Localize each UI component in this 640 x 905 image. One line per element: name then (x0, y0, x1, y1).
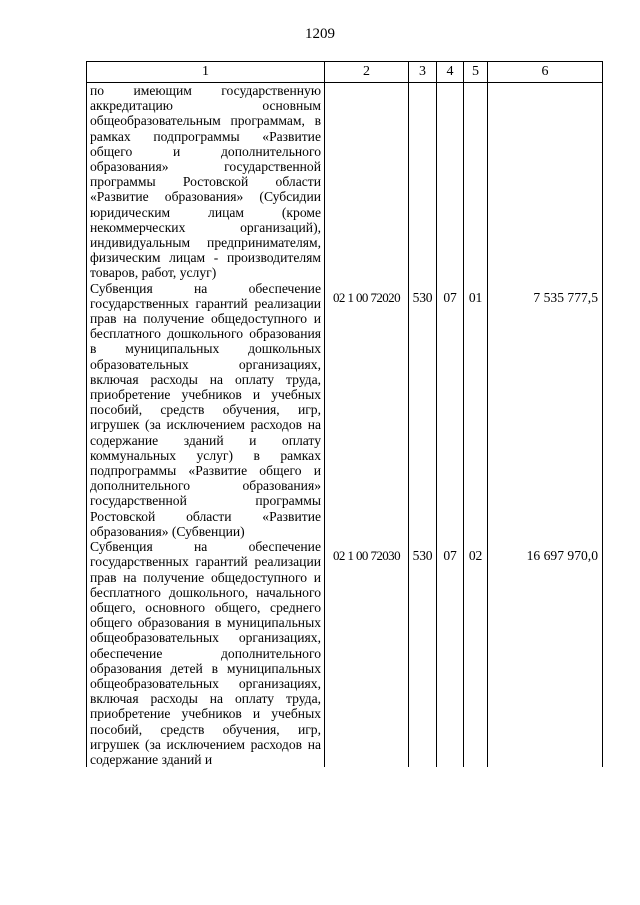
row-description: Субвенция на обеспечение государственных гарантий реализации прав на получение общедоступного и бесплатного дошкольного, начального общего, основного общего, среднего общего образования в муниципальных общеобразовательных организациях, обеспечение дополнительного образования детей в муниципальных общеобразовательных организациях, включая расходы на оплату труда, приобретение учебников и учебных пособий, средств обучения, игр, игрушек (за исключением расходов на содержание зданий и (87, 539, 325, 767)
row-expense-type: 530 (409, 281, 437, 539)
page-number: 1209 (305, 26, 335, 42)
row-section: 07 (437, 539, 464, 767)
table-row (87, 83, 603, 281)
row-section (437, 83, 464, 281)
row-target-code: 02 1 00 72020 (325, 281, 409, 539)
row-subsection: 02 (464, 539, 488, 767)
row-subsection (464, 83, 488, 281)
row-expense-type: 530 (409, 539, 437, 767)
table-row (87, 539, 603, 767)
budget-table (86, 61, 603, 767)
column-header-6: 6 (488, 62, 603, 83)
row-amount: 16 697 970,0 (488, 539, 603, 767)
row-description: по имеющим государственную аккредитацию основным общеобразовательным программам, в рамках подпрограммы «Развитие общего и дополнительного образования» государственной программы Ростовской области «Развитие образования» (Субсидии юридическим лицам (кроме некоммерческих организаций), индивидуальным предпринимателям, физическим лицам - производителям товаров, работ, услуг) (87, 83, 325, 281)
table-header-row (87, 62, 603, 83)
row-section: 07 (437, 281, 464, 539)
row-amount: 7 535 777,5 (488, 281, 603, 539)
row-subsection: 01 (464, 281, 488, 539)
row-expense-type (409, 83, 437, 281)
column-header-5: 5 (464, 62, 488, 83)
column-header-2: 2 (325, 62, 409, 83)
column-header-4: 4 (437, 62, 464, 83)
row-target-code: 02 1 00 72030 (325, 539, 409, 767)
row-description: Субвенция на обеспечение государственных гарантий реализации прав на получение общедоступного и бесплатного дошкольного образования в муниципальных дошкольных образовательных организациях, включая расходы на оплату труда, приобретение учебников и учебных пособий, средств обучения, игр, игрушек (за исключением расходов на содержание зданий и оплату коммунальных услуг) в рамках подпрограммы «Развитие общего и дополнительного образования» государственной программы Ростовской области «Развитие образования» (Субвенции) (87, 281, 325, 539)
table-row (87, 281, 603, 539)
row-target-code (325, 83, 409, 281)
column-header-1: 1 (87, 62, 325, 83)
row-amount (488, 83, 603, 281)
column-header-3: 3 (409, 62, 437, 83)
